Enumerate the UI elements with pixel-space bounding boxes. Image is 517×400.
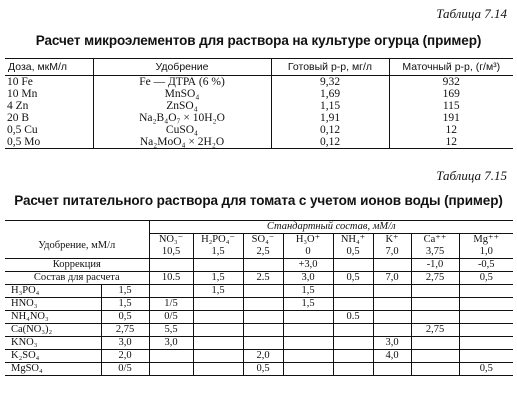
table-cell	[459, 337, 513, 350]
table-cell	[283, 337, 333, 350]
table-cell: 1,5	[283, 285, 333, 298]
ion-name: Ca⁺⁺	[423, 234, 447, 245]
correction-row-label: Коррекция	[5, 259, 149, 272]
fertilizer-dose: 1,5	[101, 298, 149, 311]
table-cell: 2,75	[411, 324, 459, 337]
table-cell	[193, 324, 243, 337]
table-7-15-caption: Таблица 7.15	[436, 168, 507, 183]
table-row	[5, 124, 513, 136]
table-row	[5, 285, 513, 298]
table-cell	[333, 259, 373, 272]
ion-standard-value: 0	[305, 246, 311, 257]
table-cell: 0,12	[271, 136, 389, 149]
standard-composition-label: Стандартный состав, мМ/л	[149, 221, 513, 234]
ion-header	[373, 234, 411, 259]
column-header: Удобрение	[93, 59, 271, 76]
ion-standard-value: 1,5	[211, 246, 225, 257]
ion-name: NH₄⁺	[340, 234, 366, 245]
table-cell: CuSO₄	[93, 124, 271, 136]
table-cell: 12	[389, 136, 513, 149]
table-row	[5, 100, 513, 112]
table-cell: +3,0	[283, 259, 333, 272]
column-header: Доза, мкМ/л	[5, 59, 93, 76]
table-cell: 0,5 Cu	[7, 124, 38, 136]
table-row	[5, 136, 513, 149]
ion-header	[411, 234, 459, 259]
table-cell	[333, 337, 373, 350]
table-cell	[373, 298, 411, 311]
table-cell: 0/5	[149, 311, 193, 324]
table-cell	[333, 363, 373, 376]
table-cell	[283, 363, 333, 376]
table-cell	[373, 324, 411, 337]
table-row	[5, 337, 513, 350]
table-cell	[149, 350, 193, 363]
table-cell	[333, 285, 373, 298]
table-cell: 0,5	[459, 363, 513, 376]
fertilizer-name: KNO₃	[5, 337, 101, 350]
table-cell	[243, 324, 283, 337]
ion-header	[193, 234, 243, 259]
ion-standard-value: 1,0	[479, 246, 493, 257]
table-cell	[459, 285, 513, 298]
ion-standard-value: 10,5	[161, 246, 181, 257]
table-cell: 1,5	[193, 272, 243, 285]
table-cell: 0,5	[459, 272, 513, 285]
table-cell: 0,5	[243, 363, 283, 376]
table-cell	[411, 350, 459, 363]
ion-header	[243, 234, 283, 259]
table-cell: 1,91	[271, 112, 389, 124]
table-cell: 2.5	[243, 272, 283, 285]
table-cell	[243, 285, 283, 298]
table-cell: 0,12	[271, 124, 389, 136]
table-cell: 0.5	[333, 311, 373, 324]
table-cell	[193, 298, 243, 311]
column-header: Маточный р-р, (г/м³)	[389, 59, 513, 76]
table-row	[5, 350, 513, 363]
composition-row-label: Состав для расчета	[5, 272, 149, 285]
table-cell: 0,5	[333, 272, 373, 285]
ion-name: NO₃⁻	[158, 234, 184, 245]
fertilizer-name: HNO₃	[5, 298, 101, 311]
table-7-14	[5, 58, 513, 149]
table-cell: 7,0	[373, 272, 411, 285]
table-cell	[411, 337, 459, 350]
table-row	[5, 112, 513, 124]
table-cell	[243, 311, 283, 324]
fertilizer-name: NH₄NO₃	[5, 311, 101, 324]
table-cell: Na₂MoO₄ × 2H₂O	[93, 136, 271, 149]
ion-standard-value: 0,5	[346, 246, 360, 257]
ion-header	[283, 234, 333, 259]
table-cell	[411, 298, 459, 311]
fertilizer-dose: 0,5	[101, 311, 149, 324]
fertilizer-name: MgSO₄	[5, 363, 101, 376]
fertilizer-dose: 0/5	[101, 363, 149, 376]
table-cell: -1,0	[411, 259, 459, 272]
table-7-15-title: Расчет питательного раствора для томата с учетом ионов воды (пример)	[14, 193, 503, 208]
table-cell	[193, 337, 243, 350]
ion-standard-value: 7,0	[385, 246, 399, 257]
fertilizer-dose: 1,5	[101, 285, 149, 298]
table-cell	[283, 350, 333, 363]
table-cell: 2,0	[243, 350, 283, 363]
table-cell: 10 Fe	[7, 76, 33, 88]
table-cell: 10.5	[149, 272, 193, 285]
ion-standard-value: 3,75	[425, 246, 445, 257]
fertilizer-column-header: Удобрение, мМ/л	[5, 234, 149, 259]
table-cell: 9,32	[271, 76, 389, 89]
table-cell	[373, 311, 411, 324]
table-cell: Fe — ДТРА (6 %)	[93, 76, 271, 89]
table-cell: 4,0	[373, 350, 411, 363]
table-cell	[411, 285, 459, 298]
table-cell: 3,0	[149, 337, 193, 350]
table-cell	[373, 363, 411, 376]
table-cell: 10 Mn	[7, 88, 38, 100]
table-cell	[149, 285, 193, 298]
table-cell: 1/5	[149, 298, 193, 311]
table-cell	[149, 259, 193, 272]
table-cell: 169	[389, 88, 513, 100]
table-cell: 1,5	[193, 285, 243, 298]
table-cell: ZnSO₄	[93, 100, 271, 112]
table-cell	[283, 311, 333, 324]
table-cell: 0,5 Mo	[7, 136, 41, 148]
table-cell	[459, 350, 513, 363]
table-cell	[333, 350, 373, 363]
table-cell: 3,0	[373, 337, 411, 350]
table-row	[5, 298, 513, 311]
table-cell	[411, 363, 459, 376]
ion-standard-value: 2,5	[256, 246, 270, 257]
table-cell	[459, 324, 513, 337]
table-cell	[243, 298, 283, 311]
table-7-15	[5, 220, 513, 376]
ion-name: H₂PO₄⁻	[201, 234, 235, 245]
correction-row	[5, 259, 513, 272]
table-cell	[193, 363, 243, 376]
table-cell	[149, 363, 193, 376]
column-header: Готовый р-р, мг/л	[271, 59, 389, 76]
table-cell	[243, 337, 283, 350]
fertilizer-name: K₂SO₄	[5, 350, 101, 363]
table-cell: MnSO₄	[93, 88, 271, 100]
table-row	[5, 88, 513, 100]
table-cell: 12	[389, 124, 513, 136]
table-cell: 5,5	[149, 324, 193, 337]
table-cell	[333, 298, 373, 311]
table-7-14-title: Расчет микроэлементов для раствора на культуре огурца (пример)	[35, 33, 482, 48]
table-cell	[243, 259, 283, 272]
ion-name: H₃O⁺	[295, 234, 321, 245]
ion-header	[333, 234, 373, 259]
table-row	[5, 363, 513, 376]
table-cell: 2,75	[411, 272, 459, 285]
ion-name: Mg⁺⁺	[473, 234, 500, 245]
table-cell	[193, 311, 243, 324]
table-cell	[459, 311, 513, 324]
table-row	[5, 324, 513, 337]
table-cell	[373, 285, 411, 298]
ion-name: SO₄⁻	[251, 234, 275, 245]
fertilizer-name: H₃PO₄	[5, 285, 101, 298]
table-cell	[283, 324, 333, 337]
table-cell: -0,5	[459, 259, 513, 272]
fertilizer-dose: 2,0	[101, 350, 149, 363]
table-cell: 20 B	[7, 112, 30, 124]
table-cell: 191	[389, 112, 513, 124]
table-cell: 932	[389, 76, 513, 89]
ion-name: K⁺	[385, 234, 399, 245]
table-cell	[193, 259, 243, 272]
table-cell: 4 Zn	[7, 100, 29, 112]
table-7-14-caption: Таблица 7.14	[436, 6, 507, 21]
fertilizer-dose: 2,75	[101, 324, 149, 337]
fertilizer-dose: 3,0	[101, 337, 149, 350]
table-cell: 115	[389, 100, 513, 112]
table-cell: 3,0	[283, 272, 333, 285]
table-cell	[411, 311, 459, 324]
fertilizer-name: Ca(NO₃)₂	[5, 324, 101, 337]
ion-header	[459, 234, 513, 259]
table-row	[5, 311, 513, 324]
table-cell	[373, 259, 411, 272]
ion-header	[149, 234, 193, 259]
table-cell	[193, 350, 243, 363]
composition-row	[5, 272, 513, 285]
table-row	[5, 76, 513, 89]
table-cell: 1,15	[271, 100, 389, 112]
table-cell: 1,69	[271, 88, 389, 100]
table-cell: 1,5	[283, 298, 333, 311]
table-cell	[459, 298, 513, 311]
ions-header-row	[5, 234, 513, 259]
table-cell: Na₂B₄O₇ × 10H₂O	[93, 112, 271, 124]
table-cell	[333, 324, 373, 337]
